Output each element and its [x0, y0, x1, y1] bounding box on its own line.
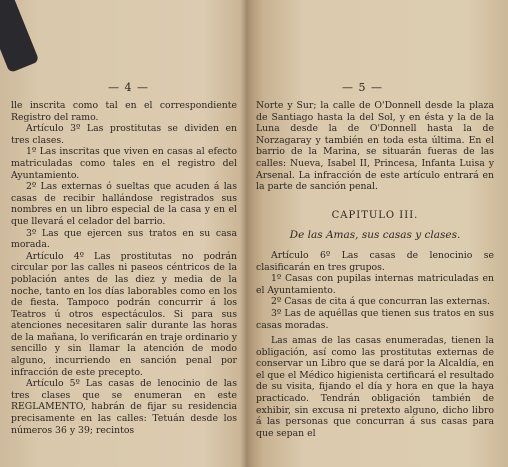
chapter-title: CAPITULO III. [331, 209, 419, 221]
right-page-number: — 5 — [342, 81, 383, 94]
paragraph: 3º Las que ejercen sus tratos en su casa morada. [11, 227, 237, 251]
paragraph: Artículo 6º Las casas de lenocinio se clasificarán en tres grupos. [256, 249, 494, 273]
paragraph: lle inscrita como tal en el correspondiente Registro del ramo. [11, 100, 237, 123]
paragraph: Norte y Sur; la calle de O'Donnell desde la plaza de Santiago hasta la del Sol, y en ésta y la de la Luna desde la de O'Donnell hasta la de Norzagaray y también en toda esta última. En el barrio de la Marina, se situarán fueras de las calles: Nueva, Isabel II, Princesa, Infanta Luisa y Arsenal. La infracción de este artículo entrará en la parte de sanción penal. [256, 100, 494, 193]
left-page [0, 0, 245, 467]
paragraph: 1º Casas con pupilas internas matriculadas en el Ayuntamiento. [256, 273, 494, 296]
left-page-text [11, 100, 237, 436]
right-page [247, 0, 508, 467]
paragraph: Artículo 4º Las prostitutas no podrán circular por las calles ni paseos céntricos de la población antes de las diez y media de la noche, tanto en los días laborables como en los de fiesta. Tampoco podrán concurrir á los Teatros ú otros espectáculos. Si para sus atenciones necesitaren salir durante las horas de la mañana, lo verificarán en traje ordinario y sencillo y sin llamar la atención de modo alguno, incurriendo en sanción penal por infracción de este precepto. [11, 250, 238, 378]
paragraph: 2º Casas de cita á que concurran las externas. [271, 296, 490, 308]
paragraph: Las amas de las casas enumeradas, tienen la obligación, así como las prostitutas externas de conservar un Libro que se dará por la Alcaldía, en el que el Médico higienista certificará el resultado de su visita, fijando el día y hora en que la haya practicado. Tendrán obligación también de exhibir, sin excusa ni pretexto alguno, dicho libro á las personas que concurran á sus casas para que sepan el [256, 335, 495, 439]
paragraph: Artículo 5º Las casas de lenocinio de las tres clases que se enumeran en este REGLAMENTO, habrán de fijar su residencia precisamente en las calles: Tetuán desde los números 36 y 39; recintos [11, 378, 237, 436]
right-page-text [256, 100, 494, 439]
paragraph: 2º Las externas ó sueltas que acuden á las casas de recibir hallándose registrados sus nombres en un libro especial de la casa y en el que llevará el celador del barrio. [11, 181, 237, 227]
paragraph: 3º Las de aquéllas que tienen sus tratos en sus casas moradas. [256, 307, 494, 331]
left-page-number: — 4 — [108, 81, 149, 94]
section-title: De las Amas, sus casas y clases. [289, 229, 461, 242]
paragraph: 1º Las inscritas que viven en casas al efecto matriculadas como tales en el registro del Ayuntamiento. [11, 146, 237, 181]
paragraph: Artículo 3º Las prostitutas se dividen en tres clases. [11, 123, 237, 146]
